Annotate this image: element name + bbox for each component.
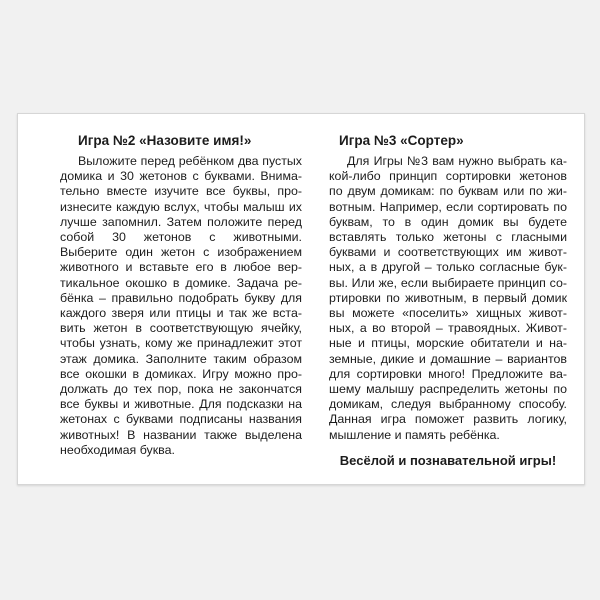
- game-2-title: Игра №2 «Назовите имя!»: [78, 133, 252, 148]
- game-3-title: Игра №3 «Сортер»: [339, 133, 464, 148]
- game-2-text: Выложите перед ребёнком два пустых домика и 30 жетонов с буквами. Внимательно вместе изучите все буквы, произнесите каждую вслух, чтобы малыш их лучше запомнил. Затем положите перед собой 30 жетонов с животными. Выберите один жетон с изображением животного и вставьте его в любое вертикальное окошко в домике. Задача ребёнка – правильно подобрать букву для каждого зверя или птицы и так же вставить жетон в соответствующую ячейку, чтобы узнать, кому же принадлежит этот этаж домика. Заполните таким образом все окошки в домиках. Игру можно продолжать до тех пор, пока не закончатся все буквы и животные. Для подсказки на жетонах с буквами подписаны названия животных! В названии также выделена необходимая буква.: [60, 154, 302, 457]
- instruction-card: [17, 113, 585, 485]
- game-2-section: [60, 132, 302, 458]
- game-3-section: [329, 132, 567, 469]
- closing-wish: Весёлой и познавательной игры!: [339, 452, 557, 468]
- game-3-text: Для Игры №3 вам нужно выбрать какой-либо принцип сортировки жетонов по двум домикам: по буквам или по животным. Например, если сортировать по буквам, то в один домик вы будете вставлять только жетоны с гласными буквами и соответствующих им животных, а в другой – только согласные буквы. Или же, если выбираете принцип сортировки по животным, в первый домик вы можете «поселить» хищных животных, а во второй – травоядных. Животные и птицы, морские обитатели и наземные, дикие и домашние – вариантов для сортировки много! Предложите вашему малышу распределить жетоны по домикам, следуя выбранному способу. Данная игра поможет развить логику, мышление и память ребёнка.: [329, 154, 567, 442]
